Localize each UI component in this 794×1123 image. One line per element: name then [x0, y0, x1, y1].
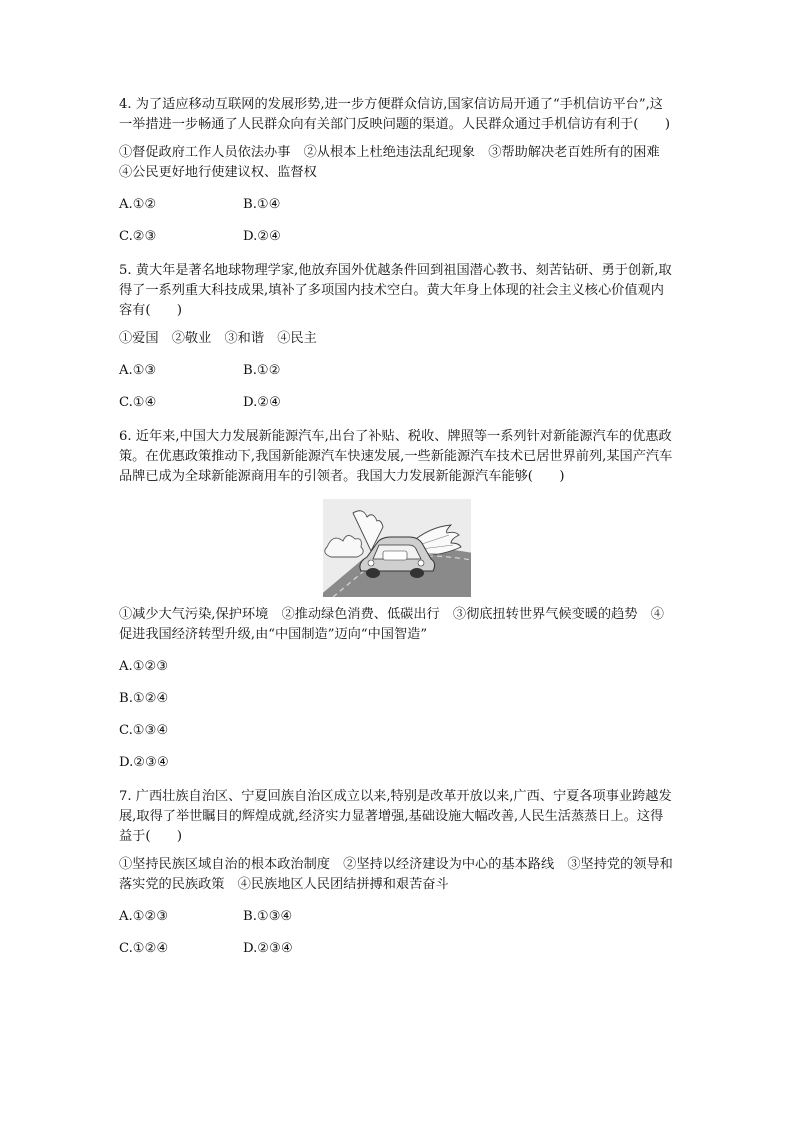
question-options: ①督促政府工作人员依法办事 ②从根本上杜绝违法乱纪现象 ③帮助解决老百姓所有的困难 ④公民更好地行使建议权、监督权 [119, 145, 673, 180]
question-options: ①爱国 ②敬业 ③和谐 ④民主 [119, 331, 317, 346]
question-options: ①减少大气污染,保护环境 ②推动绿色消费、低碳出行 ③彻底扭转世界气候变暖的趋势 ④促进我国经济转型升级,由“中国制造”迈向“中国智造” [119, 607, 664, 642]
question-4 [119, 95, 675, 247]
choice-b[interactable]: B.①② [243, 363, 281, 378]
choice-a[interactable]: A.①③ [119, 363, 157, 378]
choice-c[interactable]: C.①④ [119, 395, 157, 410]
choice-row [119, 227, 675, 247]
question-options: ①坚持民族区域自治的根本政治制度 ②坚持以经济建设为中心的基本路线 ③坚持党的领导和落实党的民族政策 ④民族地区人民团结拼搏和艰苦奋斗 [119, 857, 673, 892]
choice-row [119, 361, 675, 381]
question-stem: 4. 为了适应移动互联网的发展形势,进一步方便群众信访,国家信访局开通了“手机信访平台”,这一举措进一步畅通了人民群众向有关部门反映问题的渠道。人民群众通过手机信访有利于( ) [119, 97, 670, 132]
new-energy-car-illustration [323, 499, 471, 597]
choice-c[interactable]: C.①③④ [119, 723, 169, 738]
choice-b[interactable]: B.①④ [243, 197, 281, 212]
choice-row [119, 939, 675, 959]
question-6 [119, 427, 675, 773]
choice-d[interactable]: D.②④ [243, 395, 281, 410]
choice-c[interactable]: C.①②④ [119, 941, 169, 956]
worksheet-page [119, 95, 675, 973]
winged-car-illustration-icon [323, 499, 471, 597]
choice-row [119, 907, 675, 927]
question-stem: 5. 黄大年是著名地球物理学家,他放弃国外优越条件回到祖国潜心教书、刻苦钻研、勇于创新,取得了一系列重大科技成果,填补了多项国内技术空白。黄大年身上体现的社会主义核心价值观内容有( ) [119, 263, 672, 318]
choice-b[interactable]: B.①②④ [119, 691, 169, 706]
choice-c[interactable]: C.②③ [119, 229, 157, 244]
figure-container [119, 499, 675, 597]
choice-a[interactable]: A.①②③ [119, 659, 169, 674]
choice-d[interactable]: D.②④ [243, 229, 281, 244]
choice-b[interactable]: B.①③④ [243, 909, 293, 924]
question-stem: 6. 近年来,中国大力发展新能源汽车,出台了补贴、税收、牌照等一系列针对新能源汽车的优惠政策。在优惠政策推动下,我国新能源汽车快速发展,一些新能源汽车技术已居世界前列,某国产汽车品牌已成为全球新能源商用车的引领者。我国大力发展新能源汽车能够( ) [119, 429, 673, 484]
question-stem: 7. 广西壮族自治区、宁夏回族自治区成立以来,特别是改革开放以来,广西、宁夏各项事业跨越发展,取得了举世瞩目的辉煌成就,经济实力显著增强,基础设施大幅改善,人民生活蒸蒸日上。这得益于( ) [119, 789, 672, 844]
choice-d[interactable]: D.②③④ [119, 755, 169, 770]
question-5 [119, 261, 675, 413]
question-7 [119, 787, 675, 959]
choice-row [119, 195, 675, 215]
choice-d[interactable]: D.②③④ [243, 941, 293, 956]
choice-a[interactable]: A.①②③ [119, 909, 169, 924]
choice-a[interactable]: A.①② [119, 197, 157, 212]
choice-row [119, 393, 675, 413]
